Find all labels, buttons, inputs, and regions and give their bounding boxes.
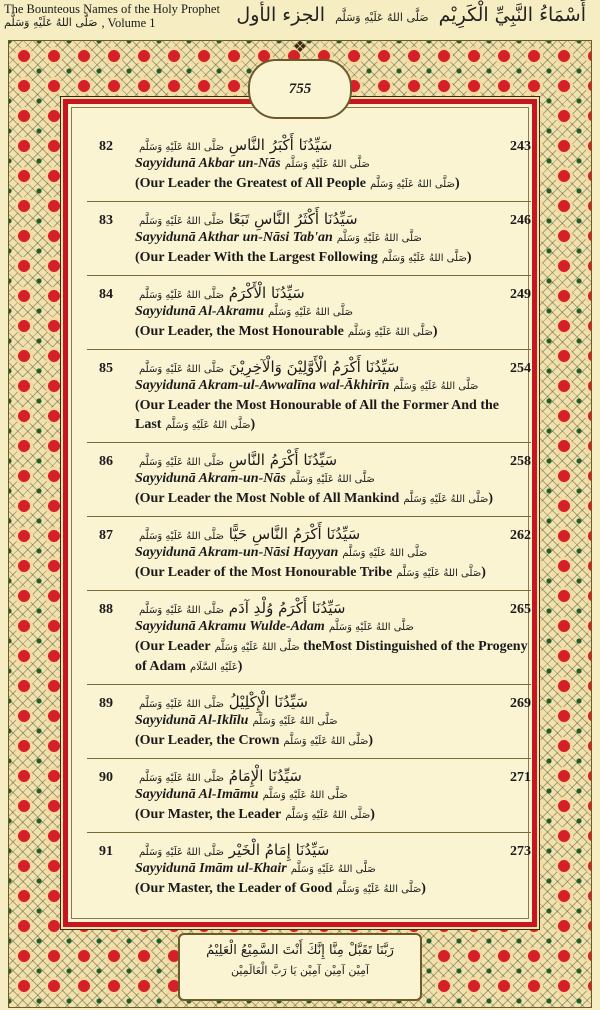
entry-transliteration: [135, 860, 531, 879]
entry-translit-honorific: صَلَّى اللهُ عَلَيْهِ وَسَلَّم: [336, 233, 422, 244]
entry-meaning: [135, 248, 531, 268]
entry-meaning-text: (Our Leader: [135, 639, 211, 654]
entry-translit-honorific: صَلَّى اللهُ عَلَيْهِ وَسَلَّم: [328, 622, 414, 633]
name-entry: [87, 840, 531, 899]
entry-number: 82: [99, 139, 113, 154]
entry-meaning-honorific: صَلَّى اللهُ عَلَيْهِ وَسَلَّم: [285, 810, 371, 821]
entry-arabic-honorific: صَلَّى اللهُ عَلَيْهِ وَسَلَّم: [139, 605, 224, 616]
ornamental-frame: [8, 40, 592, 1008]
entry-page-number: 258: [510, 454, 531, 469]
entry-meaning-close: ): [250, 417, 256, 432]
entry-transliteration: [135, 229, 531, 248]
entry-divider: [87, 275, 531, 276]
entry-transliteration: [135, 155, 531, 174]
entry-translit-text: Sayyidunā Akbar un-Nās: [135, 156, 281, 171]
entry-meaning: [135, 322, 531, 342]
entry-meaning: [135, 174, 531, 194]
entry-arabic-name: [135, 209, 435, 229]
entry-transliteration: [135, 712, 531, 731]
entry-meaning-rest: theMost Distinguished of the Progeny of Adam: [135, 639, 528, 674]
entry-meaning-honorific: صَلَّى اللهُ عَلَيْهِ وَسَلَّم: [347, 327, 433, 338]
header-honorific: صَلَّى اللهُ عَلَيْهِ وَسَلَّم: [4, 16, 98, 29]
entry-page-number: 265: [510, 602, 531, 617]
name-entry: [87, 766, 531, 825]
entry-meaning: [135, 637, 531, 677]
entry-arabic-text: سَيِّدُنَا إِمَامُ الْخَيْر: [228, 841, 330, 859]
entry-transliteration: [135, 303, 531, 322]
entry-meaning-text: (Our Leader, the Crown: [135, 733, 280, 748]
entry-meaning: [135, 879, 531, 899]
entry-meaning-text: (Our Leader, the Most Honourable: [135, 324, 344, 339]
entry-translit-honorific: صَلَّى اللهُ عَلَيْهِ وَسَلَّم: [342, 548, 428, 559]
names-list: [87, 135, 531, 899]
entry-meaning-close: ): [466, 250, 472, 265]
entry-arabic-text: سَيِّدُنَا أَكْرَمُ النَّاسِ: [228, 451, 338, 469]
entry-arabic-name: [135, 357, 435, 377]
arabic-title-honorific: صَلَّى اللهُ عَلَيْهِ وَسَلَّم: [335, 11, 429, 24]
entry-meaning-close: ): [368, 733, 374, 748]
entry-meaning-close: ): [370, 807, 375, 822]
entry-arabic-name: [135, 135, 435, 155]
entry-divider: [87, 832, 531, 833]
entry-translit-text: Sayyidunā Akram-un-Nāsi Hayyan: [135, 545, 339, 560]
entry-translit-honorific: صَلَّى اللهُ عَلَيْهِ وَسَلَّم: [290, 864, 376, 875]
entry-page-number: 246: [510, 213, 531, 228]
entry-meaning-close: ): [488, 491, 493, 506]
footer-cartouche: [178, 933, 422, 1001]
entry-meaning-close: ): [421, 881, 426, 896]
entry-divider: [87, 590, 531, 591]
entry-number: 87: [99, 528, 113, 543]
entry-arabic-text: سَيِّدُنَا الْأَكْرَمُ: [228, 284, 305, 302]
entry-meaning: [135, 731, 531, 751]
entry-page-number: 273: [510, 844, 531, 859]
entry-meaning-text: (Our Leader the Greatest of All People: [135, 176, 366, 191]
entry-translit-honorific: صَلَّى اللهُ عَلَيْهِ وَسَلَّم: [289, 474, 375, 485]
name-entry: [87, 524, 531, 583]
entry-arabic-name: [135, 766, 435, 786]
entry-meaning-honorific: صَلَّى اللهُ عَلَيْهِ وَسَلَّم: [403, 494, 489, 505]
name-entry: [87, 135, 531, 194]
entry-meaning-honorific: صَلَّى اللهُ عَلَيْهِ وَسَلَّم: [165, 420, 251, 431]
entry-divider: [87, 684, 531, 685]
name-entry: [87, 450, 531, 509]
entry-translit-text: Sayyidunā Akram-un-Nās: [135, 471, 286, 486]
entry-transliteration: [135, 544, 531, 563]
entry-number: 84: [99, 287, 113, 302]
entry-meaning-text: (Our Leader With the Largest Following: [135, 250, 378, 265]
entry-meaning-close: ): [454, 176, 460, 191]
entry-meaning-honorific: صَلَّى اللهُ عَلَيْهِ وَسَلَّم: [381, 253, 467, 264]
entry-divider: [87, 349, 531, 350]
entry-arabic-honorific: صَلَّى اللهُ عَلَيْهِ وَسَلَّم: [139, 290, 224, 301]
entry-number: 91: [99, 844, 113, 859]
entry-transliteration: [135, 470, 531, 489]
entry-translit-honorific: صَلَّى اللهُ عَلَيْهِ وَسَلَّم: [284, 159, 370, 170]
entry-arabic-text: سَيِّدُنَا أَكْرَمُ النَّاسِ حَيًّا: [228, 525, 361, 543]
entry-arabic-honorific: صَلَّى اللهُ عَلَيْهِ وَسَلَّم: [139, 531, 224, 542]
entry-arabic-name: [135, 598, 435, 618]
entry-meaning-honorific: صَلَّى اللهُ عَلَيْهِ وَسَلَّم: [336, 884, 422, 895]
entry-divider: [87, 201, 531, 202]
entry-translit-text: Sayyidunā Al-Imāmu: [135, 787, 259, 802]
entry-meaning-text: (Our Master, the Leader: [135, 807, 282, 822]
entry-arabic-name: [135, 524, 435, 544]
entry-page-number: 249: [510, 287, 531, 302]
entry-transliteration: [135, 786, 531, 805]
entry-meaning-peace: عَلَيْهِ السَّلَام: [189, 662, 238, 673]
name-entry: [87, 209, 531, 268]
entry-arabic-text: سَيِّدُنَا أَكْبَرُ النَّاسِ: [228, 136, 333, 154]
entry-transliteration: [135, 618, 531, 637]
entry-meaning-honorific: صَلَّى اللهُ عَلَيْهِ وَسَلَّم: [214, 642, 300, 653]
entry-meaning-honorific: صَلَّى اللهُ عَلَيْهِ وَسَلَّم: [283, 736, 369, 747]
entry-number: 90: [99, 770, 113, 785]
entry-page-number: 271: [510, 770, 531, 785]
name-entry: [87, 357, 531, 435]
entry-meaning-honorific: صَلَّى اللهُ عَلَيْهِ وَسَلَّم: [396, 568, 482, 579]
entry-arabic-name: [135, 450, 435, 470]
entry-divider: [87, 516, 531, 517]
name-entry: [87, 598, 531, 677]
arabic-title-main: أَسْمَاءُ النَّبِيِّ الْكَرِيْم: [438, 4, 586, 26]
arabic-title-volume: الجزء الأول: [236, 4, 326, 26]
entry-number: 85: [99, 361, 113, 376]
entry-translit-text: Sayyidunā Akramu Wulde-Adam: [135, 619, 325, 634]
entry-translit-honorific: صَلَّى اللهُ عَلَيْهِ وَسَلَّم: [262, 790, 348, 801]
entry-divider: [87, 442, 531, 443]
entry-meaning-text: (Our Leader of the Most Honourable Tribe: [135, 565, 393, 580]
entry-meaning-close: ): [237, 659, 243, 674]
entry-translit-text: Sayyidunā Al-Akramu: [135, 304, 265, 319]
entry-translit-text: Sayyidunā Akram-ul-Awwalīna wal-Ākhirīn: [135, 378, 390, 393]
entry-arabic-name: [135, 692, 435, 712]
entry-arabic-honorific: صَلَّى اللهُ عَلَيْهِ وَسَلَّم: [139, 457, 224, 468]
book-header: [4, 2, 254, 30]
entry-arabic-text: سَيِّدُنَا الْإِكْلِيْلُ: [228, 693, 308, 711]
entry-meaning: [135, 489, 531, 509]
entry-number: 83: [99, 213, 113, 228]
footer-amen: آمِيْن آمِيْن آمِيْن يَا رَبَّ الْعَالَمِيْن: [231, 964, 369, 977]
entry-arabic-honorific: صَلَّى اللهُ عَلَيْهِ وَسَلَّم: [139, 364, 224, 375]
entry-arabic-honorific: صَلَّى اللهُ عَلَيْهِ وَسَلَّم: [139, 142, 224, 153]
name-entry: [87, 283, 531, 342]
entry-meaning-text: (Our Leader the Most Honourable of All the Former And the Last: [135, 398, 499, 432]
entry-number: 88: [99, 602, 113, 617]
book-title: The Bounteous Names of the Holy Prophet: [4, 2, 220, 16]
entry-arabic-honorific: صَلَّى اللهُ عَلَيْهِ وَسَلَّم: [139, 847, 224, 858]
entry-divider: [87, 758, 531, 759]
entry-translit-text: Sayyidunā Al-Iklīlu: [135, 713, 249, 728]
entry-meaning: [135, 563, 531, 583]
entry-translit-text: Sayyidunā Akthar un-Nāsi Tab'an: [135, 230, 333, 245]
entry-page-number: 243: [510, 139, 531, 154]
entry-meaning-text: (Our Leader the Most Noble of All Mankind: [135, 491, 400, 506]
entry-meaning-close: ): [432, 324, 438, 339]
entry-meaning-close: ): [481, 565, 486, 580]
entry-arabic-text: سَيِّدُنَا أَكْثَرُ النَّاسِ تَبَعًا: [228, 210, 358, 228]
entry-meaning-text: (Our Master, the Leader of Good: [135, 881, 333, 896]
entry-meaning: [135, 396, 531, 435]
entry-arabic-honorific: صَلَّى اللهُ عَلَيْهِ وَسَلَّم: [139, 699, 224, 710]
entry-arabic-honorific: صَلَّى اللهُ عَلَيْهِ وَسَلَّم: [139, 773, 224, 784]
entry-arabic-text: سَيِّدُنَا أَكْرَمُ وُلْدِ آدَم: [228, 599, 346, 617]
entry-page-number: 262: [510, 528, 531, 543]
volume-label: , Volume 1: [101, 16, 156, 30]
entry-meaning: [135, 805, 531, 825]
entry-number: 86: [99, 454, 113, 469]
entry-translit-honorific: صَلَّى اللهُ عَلَيْهِ وَسَلَّم: [252, 716, 338, 727]
top-ornament-icon: ❖: [292, 40, 308, 56]
arabic-title: [236, 4, 586, 26]
entry-transliteration: [135, 377, 531, 396]
entry-arabic-name: [135, 840, 435, 860]
name-entry: [87, 692, 531, 751]
entry-arabic-honorific: صَلَّى اللهُ عَلَيْهِ وَسَلَّم: [139, 216, 224, 227]
entry-page-number: 254: [510, 361, 531, 376]
page-number: 755: [248, 59, 352, 119]
entry-meaning-honorific: صَلَّى اللهُ عَلَيْهِ وَسَلَّم: [369, 179, 455, 190]
entry-translit-text: Sayyidunā Imām ul-Khair: [135, 861, 287, 876]
entry-arabic-name: [135, 283, 435, 303]
entry-arabic-text: سَيِّدُنَا الْإِمَامُ: [228, 767, 302, 785]
footer-prayer: رَبَّنَا تَقَبَّلْ مِنَّا إِنَّكَ أَنْتَ السَّمِيْعُ الْعَلِيْمُ: [206, 943, 394, 958]
entry-page-number: 269: [510, 696, 531, 711]
entry-translit-honorific: صَلَّى اللهُ عَلَيْهِ وَسَلَّم: [268, 307, 354, 318]
entry-arabic-text: سَيِّدُنَا أَكْرَمُ الْأَوَّلِيْنَ وَالْآخِرِيْنَ: [228, 358, 400, 376]
entry-translit-honorific: صَلَّى اللهُ عَلَيْهِ وَسَلَّم: [393, 381, 479, 392]
entry-number: 89: [99, 696, 113, 711]
